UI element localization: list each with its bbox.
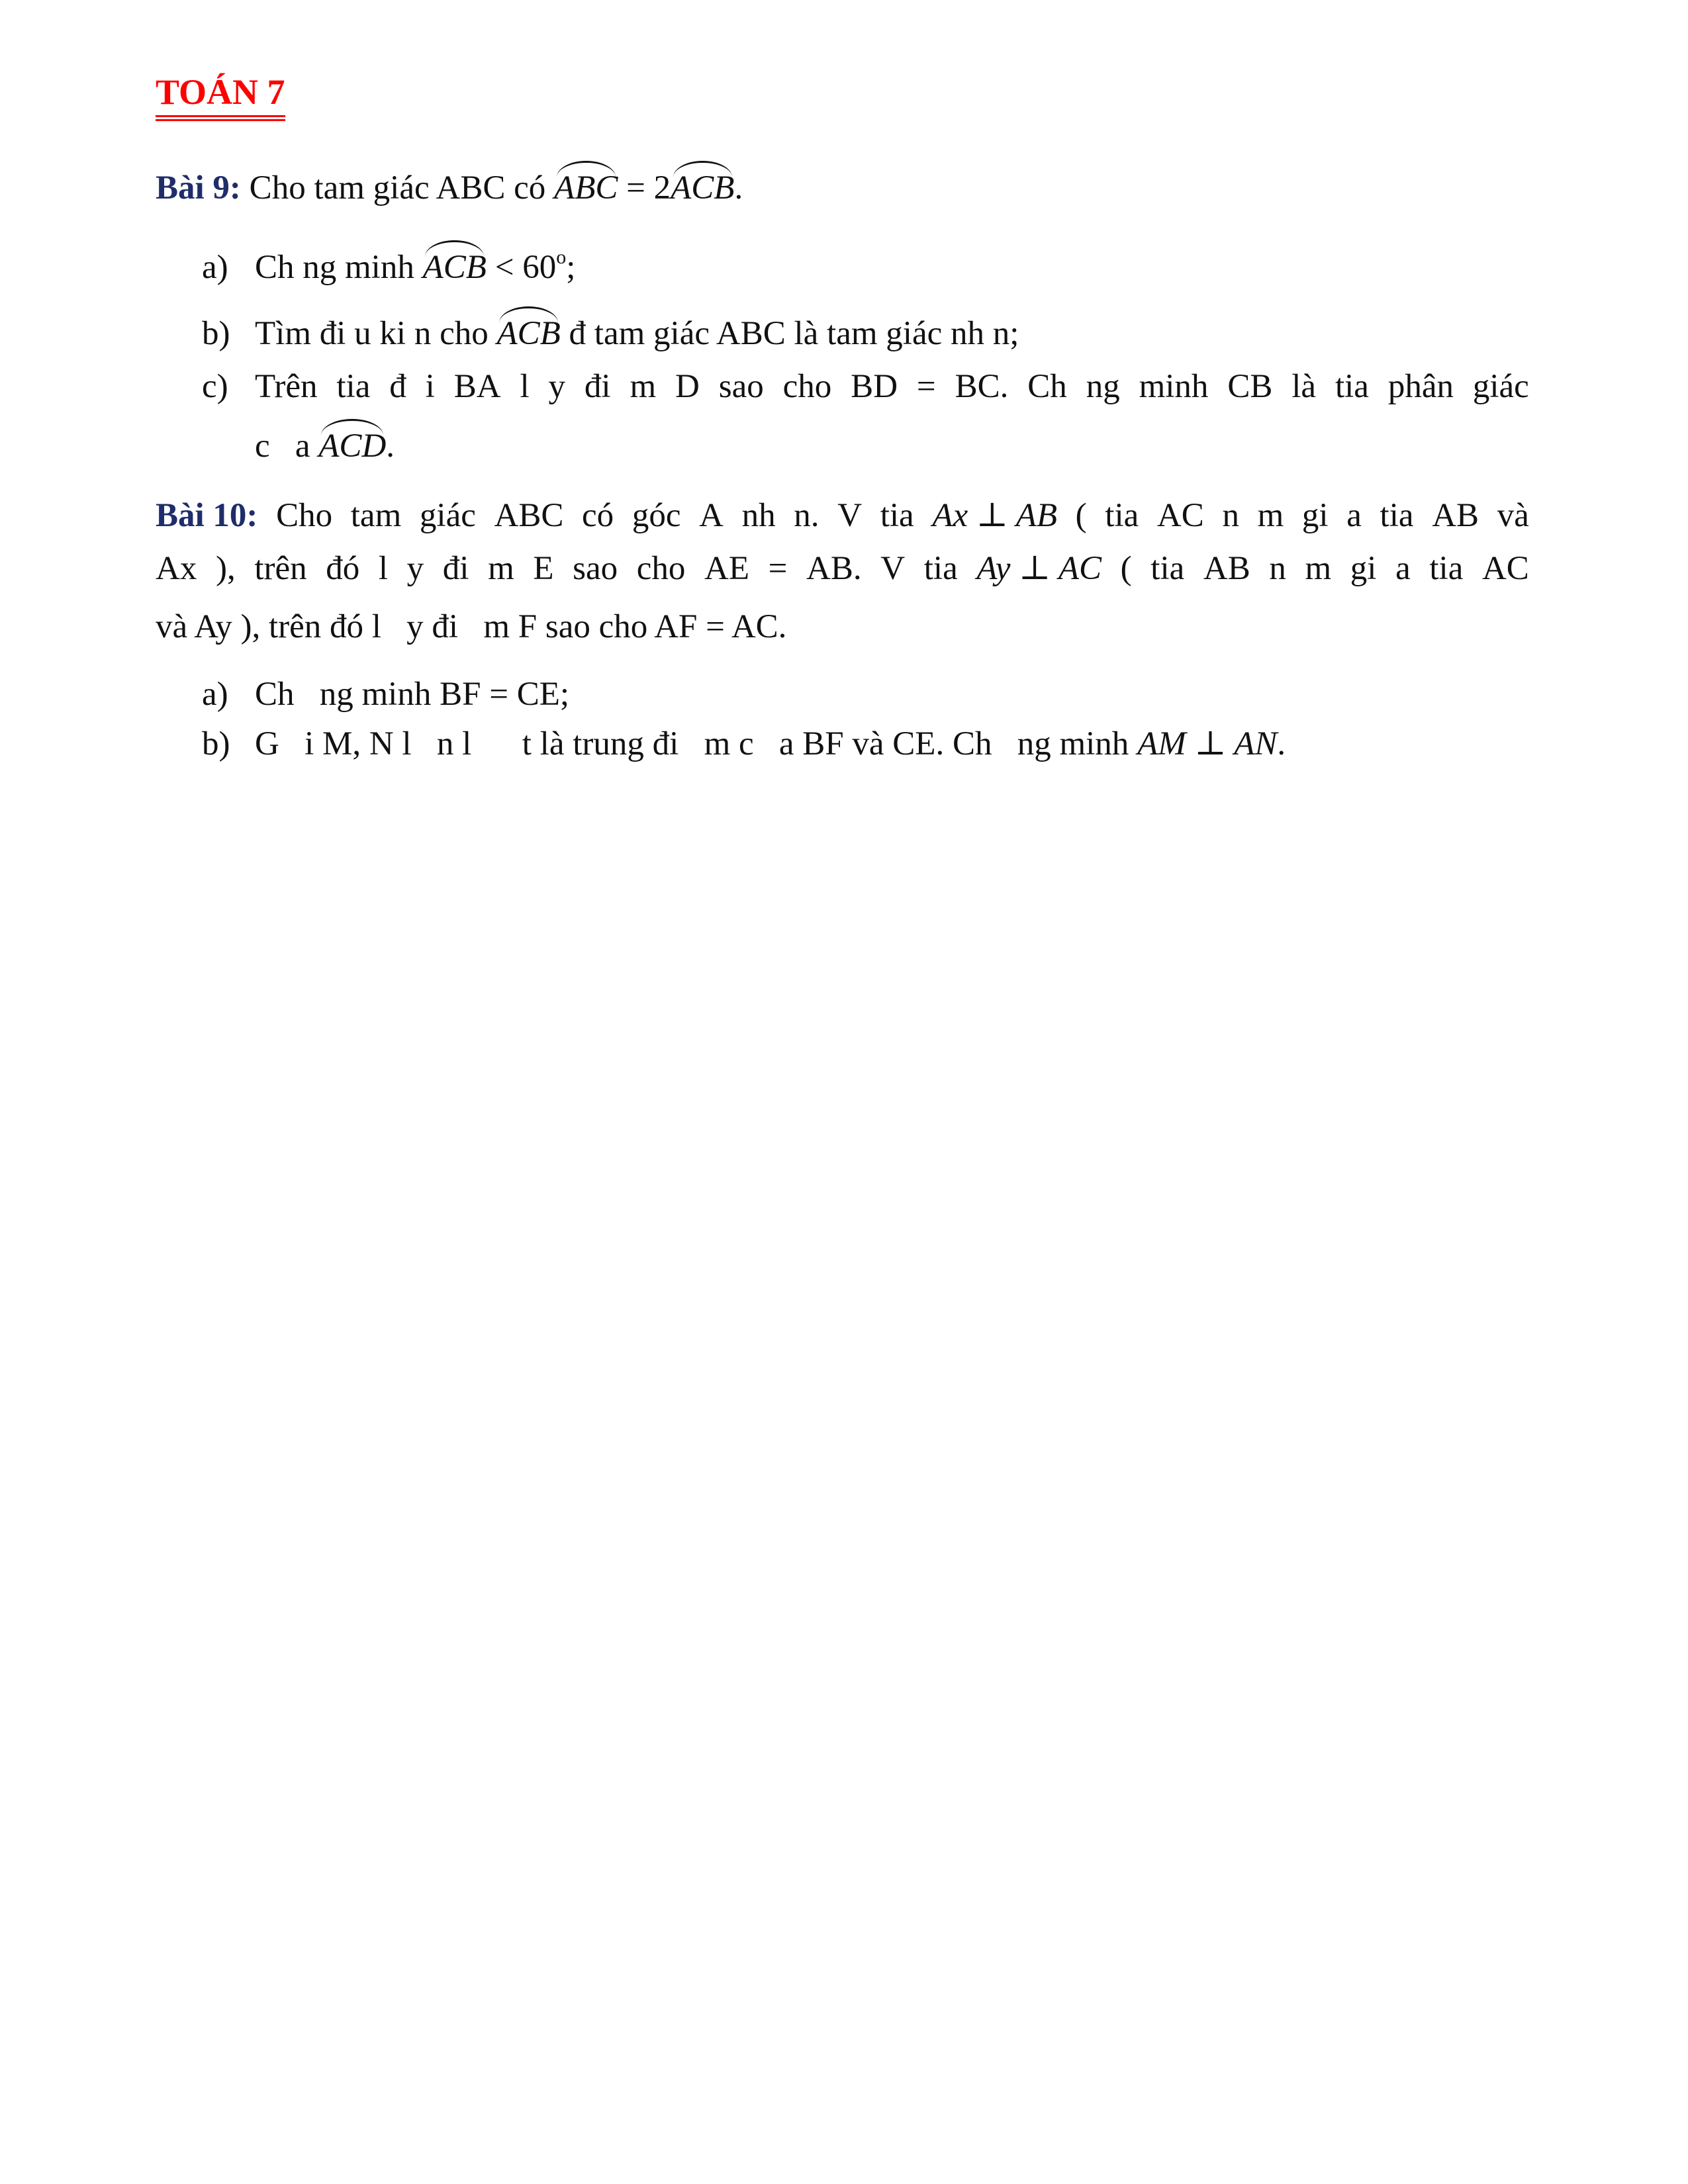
bai10-item-b: [202, 725, 1529, 764]
word: ng: [1086, 368, 1120, 405]
item-text: Tìm đi u ki n cho: [255, 315, 497, 352]
bai9-equals: = 2: [618, 169, 671, 206]
bai9-item-c-line2: [255, 427, 395, 466]
item-text: đ tam giác ABC là tam giác nh n;: [560, 315, 1019, 352]
item-end: .: [386, 428, 395, 465]
word: y: [406, 550, 424, 587]
word: và: [1497, 497, 1529, 534]
word: đi: [584, 368, 611, 405]
word: sao: [573, 550, 618, 587]
word: cho: [782, 368, 832, 405]
word: đi: [442, 550, 469, 587]
word: E: [533, 550, 554, 587]
item-marker: a): [202, 249, 228, 286]
angle-acb: ACB: [671, 169, 735, 206]
word: gi: [1350, 550, 1377, 587]
word: AB: [1432, 497, 1479, 534]
item-marker: b): [202, 725, 230, 762]
bai9-item-a: [202, 248, 1529, 287]
word: CB: [1227, 368, 1273, 405]
word: m: [630, 368, 657, 405]
word: l: [378, 550, 389, 587]
angle-acb: ACB: [422, 249, 487, 286]
word: AC: [1481, 550, 1529, 587]
word: minh: [1139, 368, 1209, 405]
word: tia: [1429, 550, 1464, 587]
word: góc: [632, 497, 681, 534]
word: trên: [254, 550, 307, 587]
math-ax-perp-ab: Ax ⊥ AB: [932, 497, 1057, 534]
word: là: [1291, 368, 1317, 405]
math-am-perp-an: AM ⊥ AN: [1137, 725, 1278, 762]
word: (: [1120, 550, 1132, 587]
bai9-item-c: [202, 367, 1529, 406]
word: đó: [326, 550, 360, 587]
word: i: [425, 368, 435, 405]
word: y: [548, 368, 566, 405]
bai9-item-c-line1: [255, 367, 1529, 406]
math-ay-perp-ac: Ay ⊥ AC: [976, 550, 1102, 587]
item-text: < 60: [486, 249, 557, 286]
bai10-item-a: [202, 675, 1529, 714]
word: =: [916, 368, 936, 405]
word: ABC: [494, 497, 564, 534]
word: sao: [718, 368, 764, 405]
bai9-intro-end: .: [734, 169, 743, 206]
item-end: ;: [566, 249, 576, 286]
word: n.: [794, 497, 820, 534]
word: Cho: [276, 497, 333, 534]
word: D: [675, 368, 700, 405]
bai10-line2: [156, 549, 1529, 588]
word: a: [1346, 497, 1362, 534]
word: AB.: [806, 550, 862, 587]
item-text: Ch ng minh: [255, 249, 423, 286]
word: tia: [336, 368, 371, 405]
word: V: [880, 550, 906, 587]
word: đ: [389, 368, 406, 405]
word: BD: [851, 368, 898, 405]
angle-acb: ACB: [496, 315, 561, 352]
word: l: [520, 368, 530, 405]
word: cho: [636, 550, 686, 587]
word: Trên: [255, 368, 318, 405]
word: gi: [1301, 497, 1329, 534]
word: tam: [350, 497, 402, 534]
angle-acd: ACD: [318, 428, 387, 465]
word: a: [1395, 550, 1411, 587]
word: nh: [741, 497, 776, 534]
bai10-heading: Bài 10:: [156, 497, 258, 534]
page-title: TOÁN 7: [156, 74, 285, 117]
bai10-line3: và Ay ), trên đó l y đi m F sao cho AF = AC.: [156, 608, 787, 645]
word: tia: [923, 550, 958, 587]
bai9-heading: Bài 9:: [156, 169, 241, 206]
word: giác: [1472, 368, 1529, 405]
item-text: G i M, N l n l t là trung đi m c a BF và CE. Ch ng minh: [255, 725, 1138, 762]
item-marker: c): [202, 368, 228, 405]
word: n: [1269, 550, 1286, 587]
item-marker: b): [202, 315, 230, 352]
bai9-item-b: [202, 314, 1529, 353]
item-text: Ch ng minh BF = CE;: [255, 676, 570, 713]
word: có: [582, 497, 614, 534]
word: m: [488, 550, 514, 587]
word: tia: [1380, 497, 1414, 534]
word: AB: [1203, 550, 1250, 587]
word: BC.: [955, 368, 1009, 405]
word: tia: [880, 497, 914, 534]
word: (: [1075, 497, 1087, 534]
word: m: [1305, 550, 1332, 587]
bai10-line1: [156, 496, 1529, 535]
bai9-intro: [156, 169, 1529, 208]
word: =: [768, 550, 788, 587]
word: phân: [1387, 368, 1454, 405]
word: BA: [453, 368, 501, 405]
word: AC: [1156, 497, 1204, 534]
angle-abc: ABC: [554, 169, 618, 206]
degree-sup: o: [556, 246, 567, 268]
bai9-intro-text: Cho tam giác ABC có: [240, 169, 555, 206]
word: V: [837, 497, 863, 534]
word: A: [699, 497, 724, 534]
item-text: c a: [255, 428, 319, 465]
word: tia: [1335, 368, 1369, 405]
word: m: [1257, 497, 1284, 534]
word: tia: [1150, 550, 1185, 587]
item-marker: a): [202, 676, 228, 713]
word: tia: [1105, 497, 1139, 534]
word: ),: [215, 550, 236, 587]
word: giác: [419, 497, 476, 534]
item-end: .: [1277, 725, 1286, 762]
word: AE: [704, 550, 750, 587]
word: Ax: [156, 550, 197, 587]
word: Ch: [1027, 368, 1067, 405]
word: n: [1222, 497, 1239, 534]
